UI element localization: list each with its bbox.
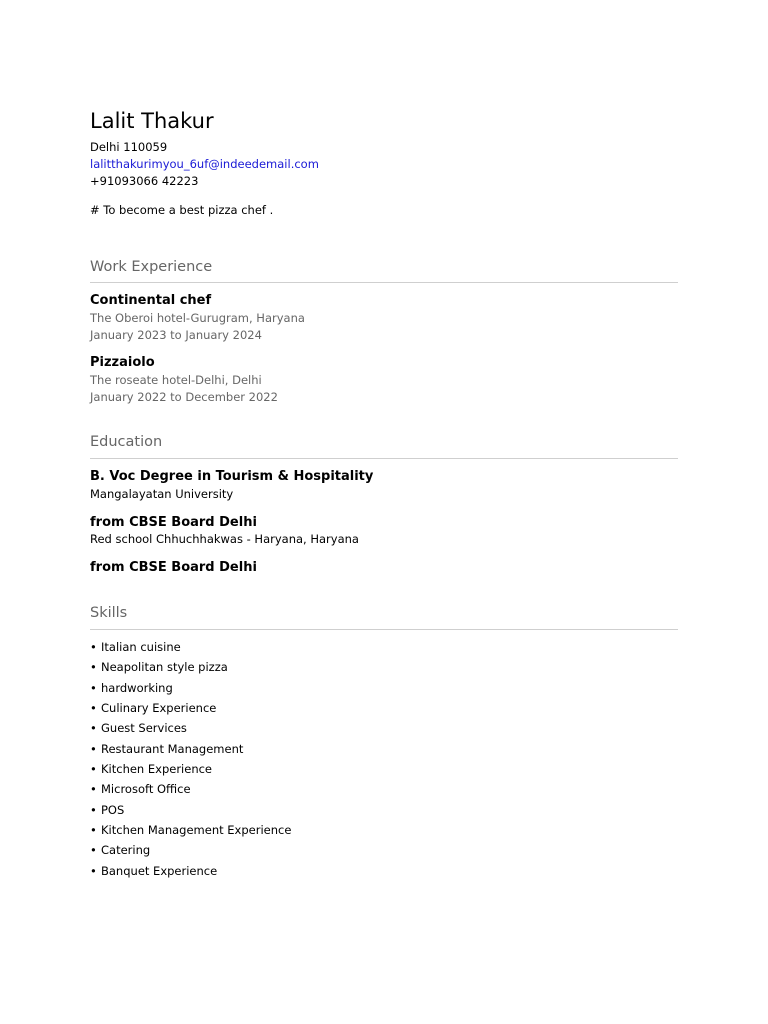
bullet-icon: • — [90, 823, 97, 838]
education-degree: from CBSE Board Delhi — [90, 515, 257, 530]
bullet-icon: • — [90, 863, 97, 878]
bullet-icon: • — [90, 640, 97, 654]
skill-label: Catering — [101, 843, 151, 858]
skills-heading: Skills — [90, 605, 128, 621]
education-heading: Education — [90, 434, 163, 450]
candidate-name: Lalit Thakur — [90, 109, 214, 133]
list-item — [90, 637, 291, 657]
phone-number: +91093066 42223 — [90, 174, 199, 188]
list-item — [90, 718, 291, 738]
email-link[interactable]: lalitthakurimyou_6uf@indeedemail.com — [90, 157, 319, 171]
bullet-icon: • — [90, 701, 97, 716]
skill-label: Italian cuisine — [101, 640, 181, 654]
job-company: The Oberoi hotel-Gurugram, Haryana — [90, 311, 305, 325]
skill-label: Neapolitan style pizza — [101, 660, 228, 675]
list-item — [90, 800, 291, 820]
section-divider — [90, 629, 678, 630]
skill-label: Culinary Experience — [101, 701, 217, 716]
bullet-icon: • — [90, 721, 97, 736]
skill-label: Kitchen Management Experience — [101, 823, 292, 838]
skill-label: Microsoft Office — [101, 782, 191, 797]
bullet-icon: • — [90, 762, 97, 777]
objective: # To become a best pizza chef . — [90, 203, 274, 217]
job-title: Pizzaiolo — [90, 355, 155, 370]
skill-label: POS — [101, 802, 125, 817]
list-item — [90, 678, 291, 698]
list-item — [90, 739, 291, 759]
list-item — [90, 820, 291, 840]
bullet-icon: • — [90, 741, 97, 756]
list-item — [90, 657, 291, 677]
skill-label: hardworking — [101, 680, 173, 695]
skill-label: Kitchen Experience — [101, 762, 213, 777]
bullet-icon: • — [90, 802, 97, 817]
job-dates: January 2023 to January 2024 — [90, 328, 262, 342]
list-item — [90, 698, 291, 718]
job-title: Continental chef — [90, 293, 212, 308]
list-item — [90, 759, 291, 779]
work-experience-heading: Work Experience — [90, 259, 213, 275]
skill-label: Restaurant Management — [101, 741, 244, 756]
skills-list — [90, 637, 291, 881]
education-school: Red school Chhuchhakwas - Haryana, Haryana — [90, 532, 359, 546]
skill-label: Banquet Experience — [101, 863, 218, 878]
education-degree: from CBSE Board Delhi — [90, 560, 257, 575]
bullet-icon: • — [90, 843, 97, 858]
bullet-icon: • — [90, 782, 97, 797]
skill-label: Guest Services — [101, 721, 187, 736]
list-item — [90, 779, 291, 799]
bullet-icon: • — [90, 660, 97, 675]
section-divider — [90, 282, 678, 283]
bullet-icon: • — [90, 680, 97, 695]
location: Delhi 110059 — [90, 140, 168, 154]
education-school: Mangalayatan University — [90, 487, 234, 501]
list-item — [90, 861, 291, 881]
section-divider — [90, 458, 678, 459]
job-dates: January 2022 to December 2022 — [90, 390, 278, 404]
education-degree: B. Voc Degree in Tourism & Hospitality — [90, 469, 374, 484]
job-company: The roseate hotel-Delhi, Delhi — [90, 373, 262, 387]
list-item — [90, 840, 291, 860]
